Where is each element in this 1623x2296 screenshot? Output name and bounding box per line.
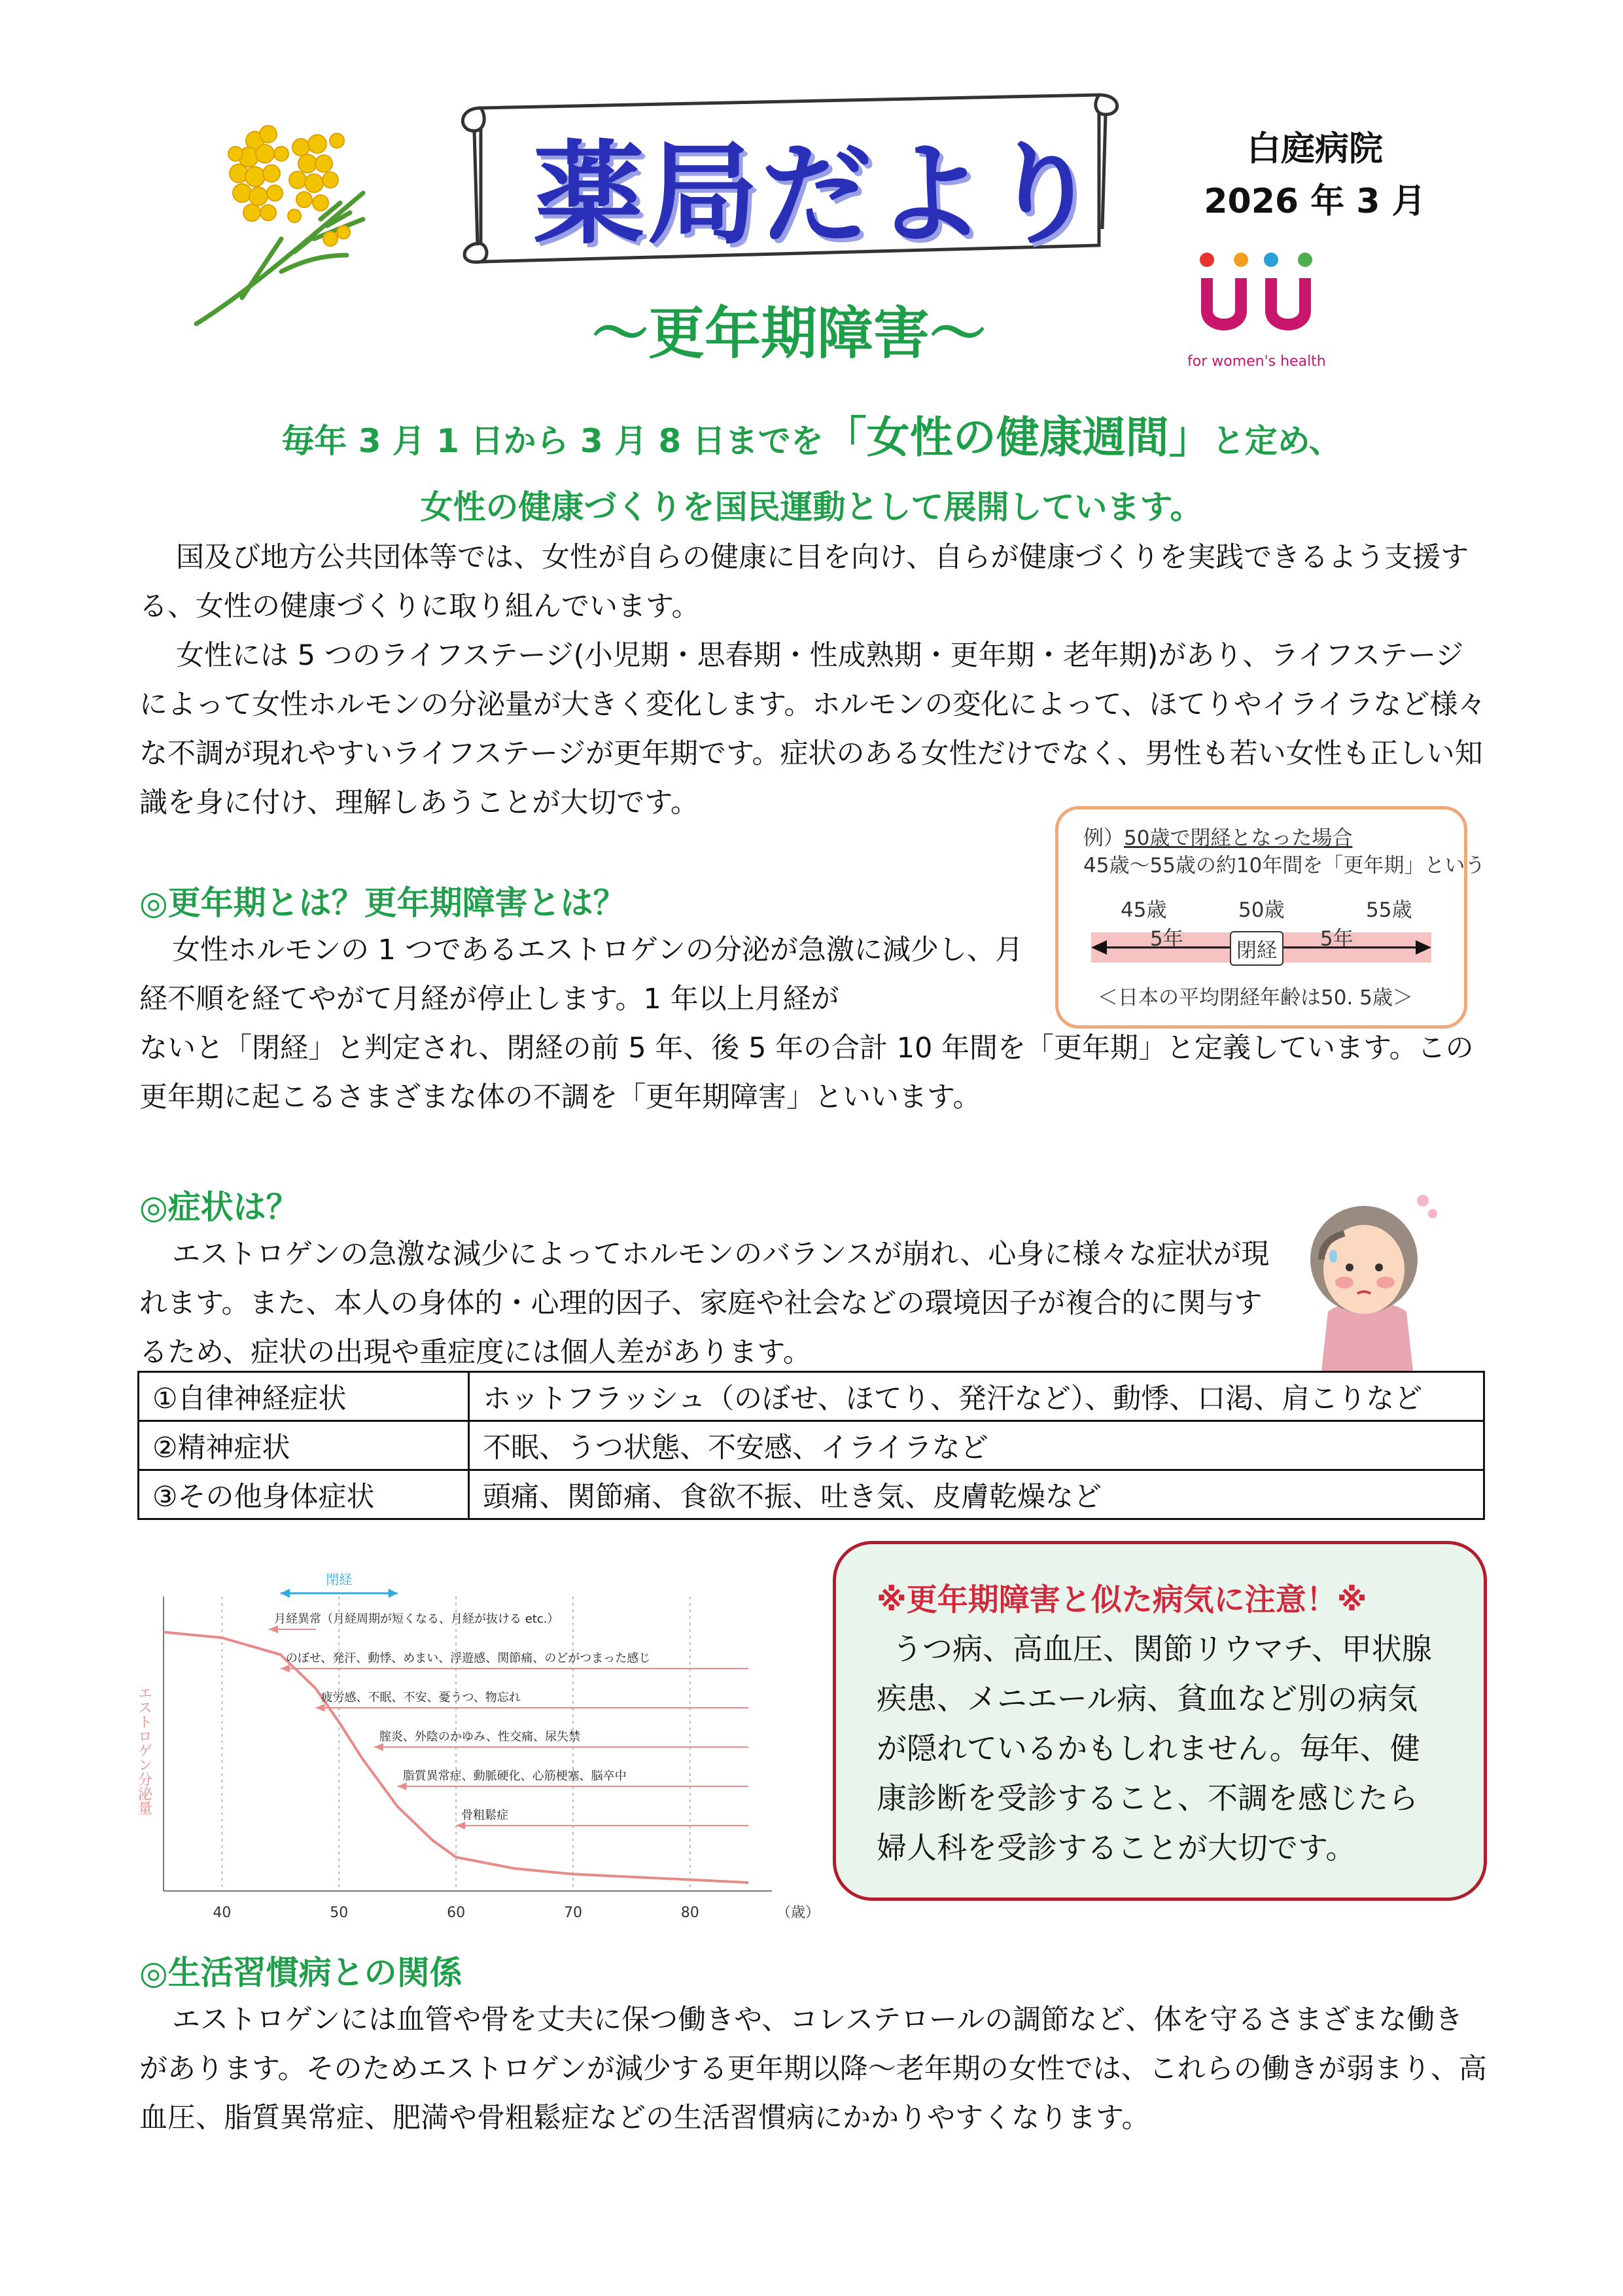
- intro-paragraph-2: 女性には 5 つのライフステージ(小児期・思春期・性成熟期・更年期・老年期)があり、ライフステージによって女性ホルモンの分泌量が大きく変化します。ホルモンの変化によって、ほてりやイライラなど様々な不調が現れやすいライフステージが更年期です。症状のある女性だけでなく、男性も若い女性も正しい知識を身に付け、理解しあうことが大切です。: [139, 639, 1486, 819]
- lead-line-1-post: と定め、: [1212, 422, 1342, 460]
- symptom-annotation: 疲労感、不眠、不安、憂うつ、物忘れ: [321, 1691, 521, 1704]
- span-right-label: 5年: [1320, 927, 1353, 951]
- menopause-center-label: 閉経: [1230, 931, 1283, 966]
- menopause-box-line-2: 45歳〜55歳の約10年間を「更年期」という: [1083, 854, 1486, 877]
- arrow-head: [281, 1665, 290, 1672]
- arrow-head: [269, 1625, 278, 1633]
- symptom-annotation: 脂質異常症、動脈硬化、心筋梗塞、脳卒中: [402, 1769, 627, 1783]
- symptom-detail: 不眠、うつ状態、不安感、イライラなど: [469, 1421, 1484, 1470]
- menopause-label: 閉経: [326, 1572, 353, 1587]
- x-tick-label: 60: [447, 1905, 466, 1921]
- age-55: 55歳: [1366, 898, 1412, 922]
- symptom-annotation: のぼせ、発汗、動悸、めまい、浮遊感、関節痛、のどがつまった感じ: [285, 1651, 651, 1665]
- menopause-box-line-1: 例）50歳で閉経となった場合: [1083, 826, 1353, 850]
- section-heading-lifestyle: ◎生活習慣病との関係: [139, 1954, 462, 1992]
- warning-box: [833, 1541, 1487, 1901]
- section-text-symptoms: エストロゲンの急激な減少によってホルモンのバランスが崩れ、心身に様々な症状が現れます。また、本人の身体的・心理的因子、家庭や社会などの環境因子が複合的に関与するため、症状の出現や重症度には個人差があります。: [139, 1238, 1270, 1369]
- lead-line-1-pre: 毎年 3 月 1 日から 3 月 8 日までを: [281, 422, 824, 460]
- lead-line-1-highlight: 「女性の健康週間」: [823, 412, 1212, 463]
- lead-line-1: [0, 402, 1623, 465]
- arrow-head: [374, 1743, 383, 1751]
- mimosa-flower-icon: [190, 115, 379, 330]
- span-left-label: 5年: [1150, 927, 1183, 951]
- x-tick-label: 50: [330, 1905, 349, 1921]
- menopause-example-box: [1055, 806, 1486, 1029]
- page-title: 薬局だより: [533, 130, 1103, 260]
- arrow-head: [456, 1822, 465, 1829]
- table-row: [139, 1421, 1484, 1470]
- symptom-annotation: 骨粗鬆症: [461, 1809, 509, 1822]
- y-axis-label: エストロゲン分泌量: [135, 1686, 152, 1815]
- section-text-menopause-part: ないと「閉経」と判定され、閉経の前 5 年、後 5 年の合計 10 年間を「更年期」と定義しています。この更年期に起こるさまざまな体の不調を「更年期障害」といいます。: [139, 1032, 1474, 1114]
- symptom-annotation: 腟炎、外陰のかゆみ、性交痛、尿失禁: [379, 1730, 581, 1744]
- womens-health-logo-icon: [1187, 252, 1325, 350]
- section-text-menopause-part: 女性ホルモンの 1 つであるエストロゲンの分泌が急激に減少し、月経不順を経てやがて月経が停止します。1 年以上月経が: [139, 934, 1023, 1016]
- estrogen-chart: [131, 1570, 824, 1937]
- x-tick-label: 40: [213, 1905, 232, 1921]
- lead-line-2: 女性の健康づくりを国民運動として展開しています。: [420, 488, 1203, 526]
- age-45: 45歳: [1121, 898, 1167, 922]
- arrow-head: [316, 1704, 325, 1712]
- symptom-table: [137, 1371, 1485, 1520]
- menopause-box-underlined: 50歳で閉経となった場合: [1124, 826, 1353, 850]
- warning-title: ※更年期障害と似た病気に注意！※: [877, 1582, 1367, 1618]
- woman-hot-flash-icon: [1282, 1181, 1446, 1371]
- hospital-name: 白庭病院: [1246, 130, 1383, 169]
- symptom-detail: ホットフラッシュ（のぼせ、ほてり、発汗など）、動悸、口渇、肩こりなど: [469, 1372, 1484, 1421]
- section-heading-symptoms: ◎症状は？: [139, 1188, 299, 1226]
- symptom-category: ③その他身体症状: [139, 1470, 469, 1519]
- age-50: 50歳: [1238, 898, 1285, 922]
- table-row: [139, 1372, 1484, 1421]
- warning-text: うつ病、高血圧、関節リウマチ、甲状腺疾患、メニエール病、貧血など別の病気が隠れているかもしれません。毎年、健康診断を受診すること、不調を感じたら婦人科を受診することが大切です。: [877, 1631, 1432, 1865]
- arrow-head: [398, 1782, 407, 1790]
- symptom-annotation: 月経異常（月経周期が短くなる、月経が抜ける etc.）: [273, 1612, 559, 1626]
- x-tick-label: 70: [563, 1905, 582, 1921]
- symptom-category: ②精神症状: [139, 1421, 469, 1470]
- issue-date: 2026 年 3 月: [1204, 182, 1426, 221]
- intro-paragraph-1: 国及び地方公共団体等では、女性が自らの健康に目を向け、自らが健康づくりを実践できるよう支援する、女性の健康づくりに取り組んでいます。: [139, 541, 1469, 623]
- menopause-footnote: ＜日本の平均閉経年齢は50. 5歳＞: [1098, 986, 1413, 1010]
- arrow-head: [281, 1589, 290, 1598]
- symptom-category: ①自律神経症状: [139, 1372, 469, 1421]
- section-heading-menopause: ◎更年期とは？更年期障害とは？: [139, 884, 626, 922]
- symptom-detail: 頭痛、関節痛、食欲不振、吐き気、皮膚乾燥など: [469, 1470, 1484, 1519]
- x-tick-label: 80: [680, 1905, 699, 1921]
- section-text-lifestyle: エストロゲンには血管や骨を丈夫に保つ働きや、コレステロールの調節など、体を守るさまざまな働きがあります。そのためエストロゲンが減少する更年期以降〜老年期の女性では、これらの働きが弱まり、高血圧、脂質異常症、肥満や骨粗鬆症などの生活習慣病にかかりやすくなります。: [139, 2004, 1487, 2134]
- arrow-head: [389, 1589, 398, 1598]
- page-subtitle: 〜更年期障害〜: [592, 301, 986, 366]
- logo-caption: for women's health: [1187, 353, 1326, 370]
- x-unit-label: （歳）: [776, 1905, 820, 1921]
- table-row: [139, 1470, 1484, 1519]
